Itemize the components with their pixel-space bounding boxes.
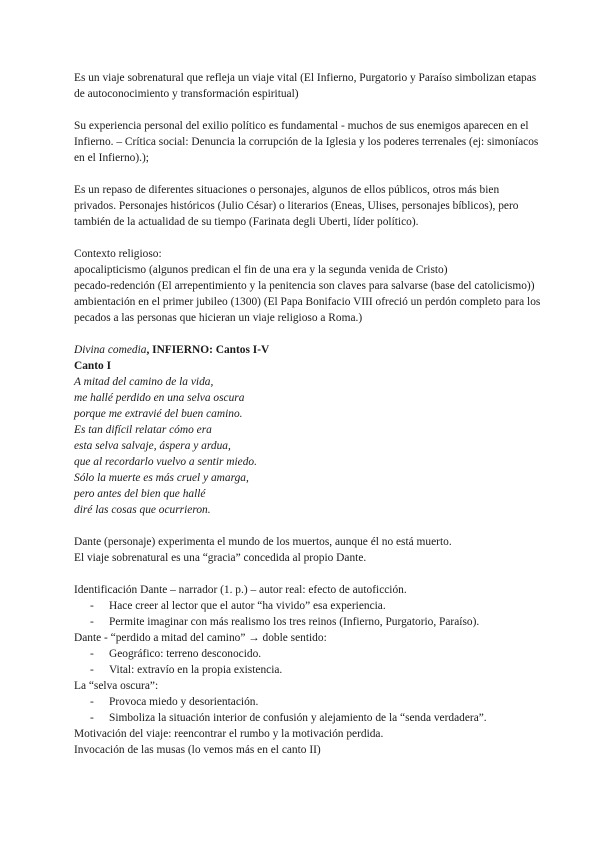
dante-line-1: Dante (personaje) experimenta el mundo de los muertos, aunque él no está muerto.	[74, 536, 452, 548]
section-title	[74, 342, 544, 358]
poem-block	[74, 374, 544, 518]
dash-bullet: -	[90, 696, 94, 708]
perdido-line: Dante - “perdido a mitad del camino” → doble sentido:	[74, 632, 327, 644]
religious-line-2: pecado-redención (El arrepentimiento y la penitencia son claves para salvarse (base del catolicismo))	[74, 280, 535, 292]
dash-bullet: -	[90, 664, 94, 676]
dash-bullet: -	[90, 616, 94, 628]
invocacion-line: Invocación de las musas (lo vemos más en el canto II)	[74, 744, 321, 756]
dante-line-2: El viaje sobrenatural es una “gracia” concedida al propio Dante.	[74, 552, 367, 564]
section-title-bold: , INFIERNO: Cantos I-V	[146, 344, 270, 356]
poem-line: A mitad del camino de la vida,	[74, 376, 214, 388]
religious-line-3: ambientación en el primer jubileo (1300) (El Papa Bonifacio VIII ofreció un perdón completo para los pecados a las personas que hicieran un viaje religioso a Roma.)	[74, 296, 541, 324]
motivacion-line: Motivación del viaje: reencontrar el rumbo y la motivación perdida.	[74, 728, 384, 740]
dash-bullet: -	[90, 712, 94, 724]
paragraph-personajes: Es un repaso de diferentes situaciones o personajes, algunos de ellos públicos, otros más bien privados. Personajes históricos (Julio César) o literarios (Eneas, Ulises, personajes bíblicos), pero también de la actualidad de su tiempo (Farinata degli Uberti, líder político).	[74, 184, 519, 228]
religious-line-1: apocalipticismo (algunos predican el fin de una era y la segunda venida de Cristo)	[74, 264, 448, 276]
poem-line: esta selva salvaje, áspera y ardua,	[74, 440, 231, 452]
canto-heading: Canto I	[74, 360, 112, 372]
identificacion-line: Identificación Dante – narrador (1. p.) – autor real: efecto de autoficción.	[74, 584, 407, 596]
poem-line: diré las cosas que ocurrieron.	[74, 504, 211, 516]
dash-bullet: -	[90, 600, 94, 612]
list-item: - Geográfico: terreno desconocido.	[90, 648, 262, 660]
paragraph-exilio: Su experiencia personal del exilio político es fundamental - muchos de sus enemigos aparecen en el Infierno. – Crítica social: Denuncia la corrupción de la Iglesia y los poderes terrenales (ej: simoníacos en el Infierno).);	[74, 120, 539, 164]
list-item: - Provoca miedo y desorientación.	[90, 696, 259, 708]
poem-line: Sólo la muerte es más cruel y amarga,	[74, 472, 249, 484]
list-item: - Simboliza la situación interior de confusión y alejamiento de la “senda verdadera”.	[90, 712, 487, 724]
poem-line: porque me extravié del buen camino.	[74, 408, 243, 420]
document-page	[74, 70, 544, 758]
poem-line: me hallé perdido en una selva oscura	[74, 392, 245, 404]
section-title-italic: Divina comedia	[74, 344, 147, 356]
list-item: - Vital: extravío en la propia existencia.	[90, 664, 283, 676]
selva-line: La “selva oscura”:	[74, 680, 159, 692]
list-item: - Permite imaginar con más realismo los tres reinos (Infierno, Purgatorio, Paraíso).	[90, 616, 480, 628]
poem-line: Es tan difícil relatar cómo era	[74, 424, 212, 436]
dash-bullet: -	[90, 648, 94, 660]
list-item: - Hace creer al lector que el autor “ha vivido” esa experiencia.	[90, 600, 386, 612]
paragraph-viaje: Es un viaje sobrenatural que refleja un viaje vital (El Infierno, Purgatorio y Paraíso simbolizan etapas de autoconocimiento y transformación espiritual)	[74, 72, 537, 100]
poem-line: que al recordarlo vuelvo a sentir miedo.	[74, 456, 257, 468]
poem-line: pero antes del bien que hallé	[74, 488, 206, 500]
religious-heading: Contexto religioso:	[74, 248, 162, 260]
